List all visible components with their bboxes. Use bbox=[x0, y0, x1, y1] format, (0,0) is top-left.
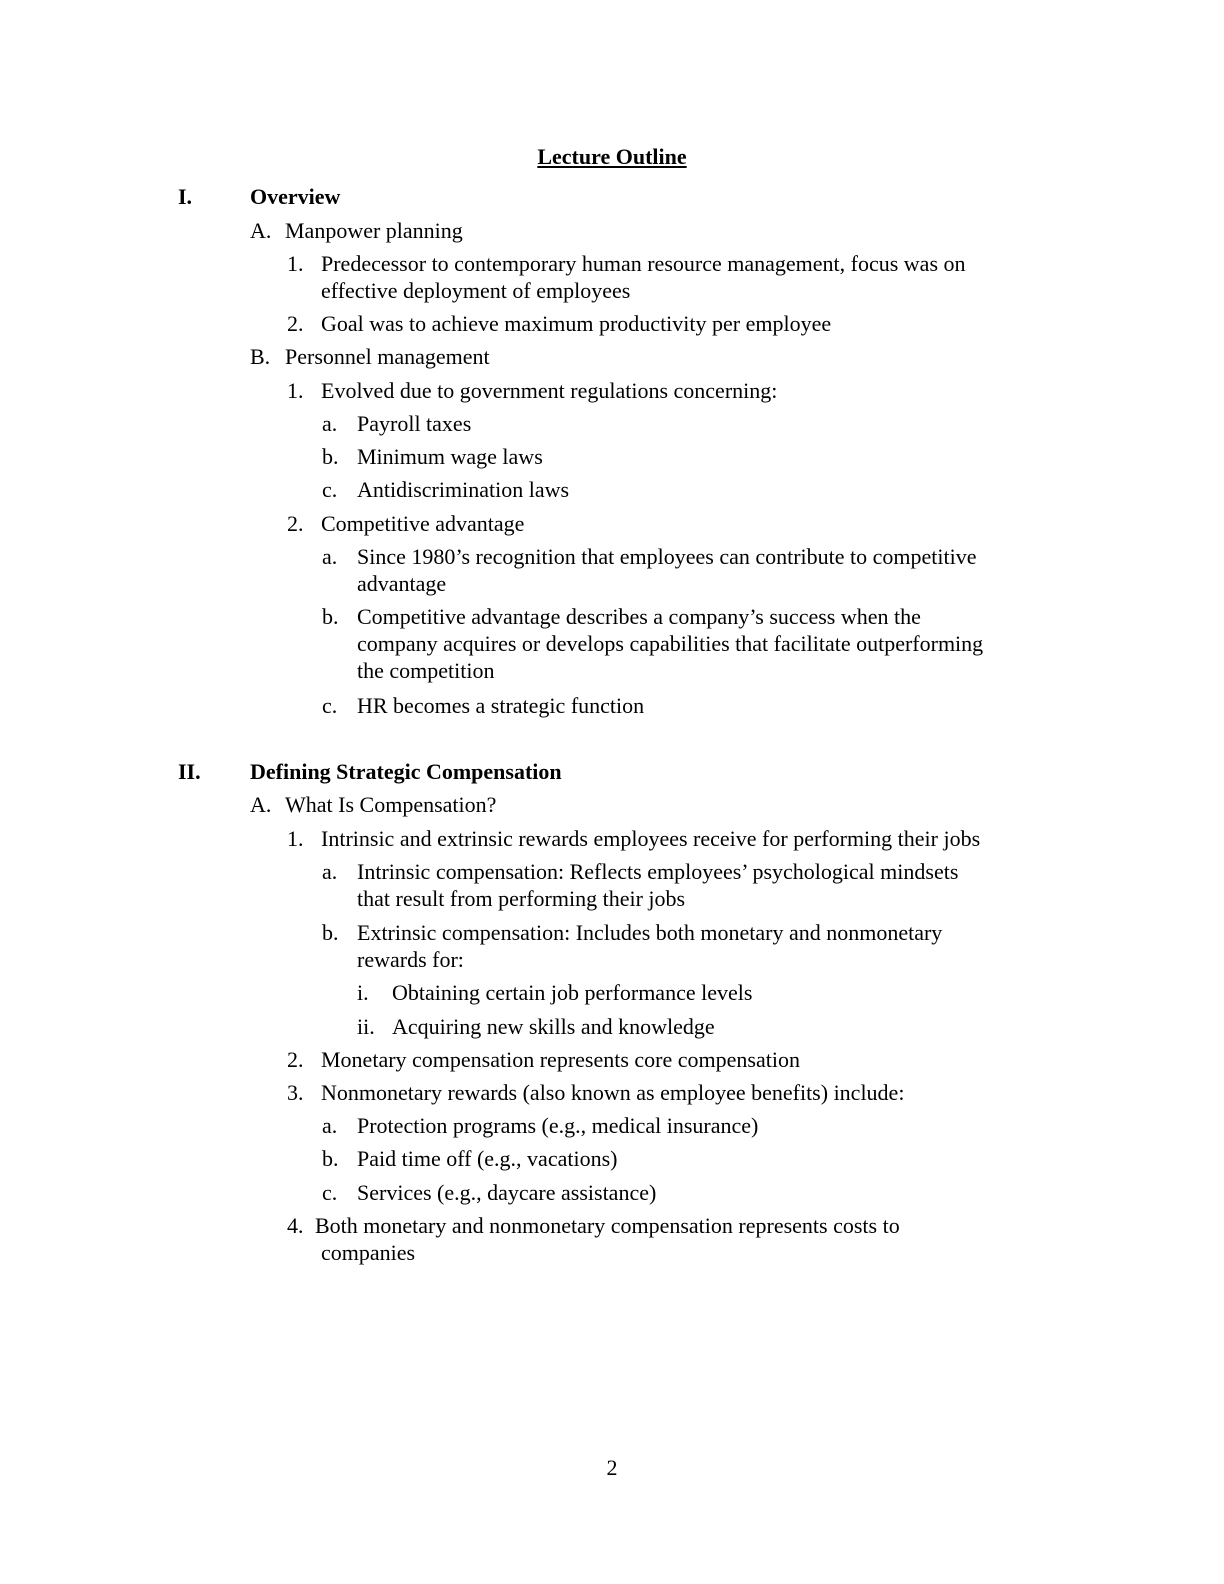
item-marker: b. bbox=[322, 444, 339, 469]
item-marker: 2. bbox=[287, 1047, 304, 1072]
item-text: Intrinsic and extrinsic rewards employees receive for performing their jobs bbox=[321, 826, 981, 851]
page-number: 2 bbox=[606, 1455, 618, 1480]
section-numeral: I. bbox=[178, 184, 193, 209]
item-text: the competition bbox=[357, 658, 495, 683]
item-marker: 1. bbox=[287, 826, 304, 851]
item-text: HR becomes a strategic function bbox=[357, 693, 645, 718]
item-text: Personnel management bbox=[285, 344, 490, 369]
page-title: Lecture Outline bbox=[537, 144, 687, 169]
item-marker: a. bbox=[322, 859, 338, 884]
item-text: Competitive advantage bbox=[321, 511, 525, 536]
item-text: rewards for: bbox=[357, 947, 464, 972]
item-marker: a. bbox=[322, 544, 338, 569]
item-text: that result from performing their jobs bbox=[357, 886, 686, 911]
item-marker: 1. bbox=[287, 251, 304, 276]
item-marker: b. bbox=[322, 1146, 339, 1171]
item-text: Paid time off (e.g., vacations) bbox=[357, 1146, 618, 1171]
item-marker: A. bbox=[250, 792, 272, 817]
item-marker: 4. bbox=[287, 1213, 304, 1238]
item-marker: c. bbox=[322, 477, 338, 502]
item-text: Monetary compensation represents core compensation bbox=[321, 1047, 800, 1072]
item-text: company acquires or develops capabilities that facilitate outperforming bbox=[357, 631, 984, 656]
item-text: Competitive advantage describes a company’s success when the bbox=[357, 604, 921, 629]
item-marker: 3. bbox=[287, 1080, 304, 1105]
item-text: Both monetary and nonmonetary compensation represents costs to bbox=[315, 1213, 900, 1238]
item-text: Nonmonetary rewards (also known as employee benefits) include: bbox=[321, 1080, 905, 1105]
section-title: Defining Strategic Compensation bbox=[250, 759, 562, 784]
item-marker: 2. bbox=[287, 311, 304, 336]
item-marker: B. bbox=[250, 344, 271, 369]
item-text: Services (e.g., daycare assistance) bbox=[357, 1180, 657, 1205]
item-marker: A. bbox=[250, 218, 272, 243]
item-marker: a. bbox=[322, 1113, 338, 1138]
item-text: Since 1980’s recognition that employees can contribute to competitive bbox=[357, 544, 977, 569]
item-text: Protection programs (e.g., medical insurance) bbox=[357, 1113, 759, 1138]
item-marker: b. bbox=[322, 604, 339, 629]
item-text: companies bbox=[321, 1240, 416, 1265]
item-text: Payroll taxes bbox=[357, 411, 472, 436]
item-marker: 1. bbox=[287, 378, 304, 403]
item-text: Extrinsic compensation: Includes both monetary and nonmonetary bbox=[357, 920, 943, 945]
item-text: Manpower planning bbox=[285, 218, 463, 243]
item-text: What Is Compensation? bbox=[285, 792, 497, 817]
item-text: Goal was to achieve maximum productivity per employee bbox=[321, 311, 832, 336]
item-marker: i. bbox=[357, 980, 369, 1005]
item-marker: a. bbox=[322, 411, 338, 436]
section-title: Overview bbox=[250, 184, 341, 209]
item-text: Intrinsic compensation: Reflects employees’ psychological mindsets bbox=[357, 859, 959, 884]
item-marker: c. bbox=[322, 1180, 338, 1205]
item-marker: ii. bbox=[357, 1014, 375, 1039]
item-text: Acquiring new skills and knowledge bbox=[392, 1014, 715, 1039]
item-text: Evolved due to government regulations concerning: bbox=[321, 378, 778, 403]
item-text: advantage bbox=[357, 571, 447, 596]
item-text: Obtaining certain job performance levels bbox=[392, 980, 753, 1005]
item-text: Predecessor to contemporary human resource management, focus was on bbox=[321, 251, 966, 276]
section-numeral: II. bbox=[178, 759, 201, 784]
item-text: Antidiscrimination laws bbox=[357, 477, 570, 502]
item-marker: c. bbox=[322, 693, 338, 718]
item-text: Minimum wage laws bbox=[357, 444, 543, 469]
item-marker: 2. bbox=[287, 511, 304, 536]
item-marker: b. bbox=[322, 920, 339, 945]
item-text: effective deployment of employees bbox=[321, 278, 631, 303]
